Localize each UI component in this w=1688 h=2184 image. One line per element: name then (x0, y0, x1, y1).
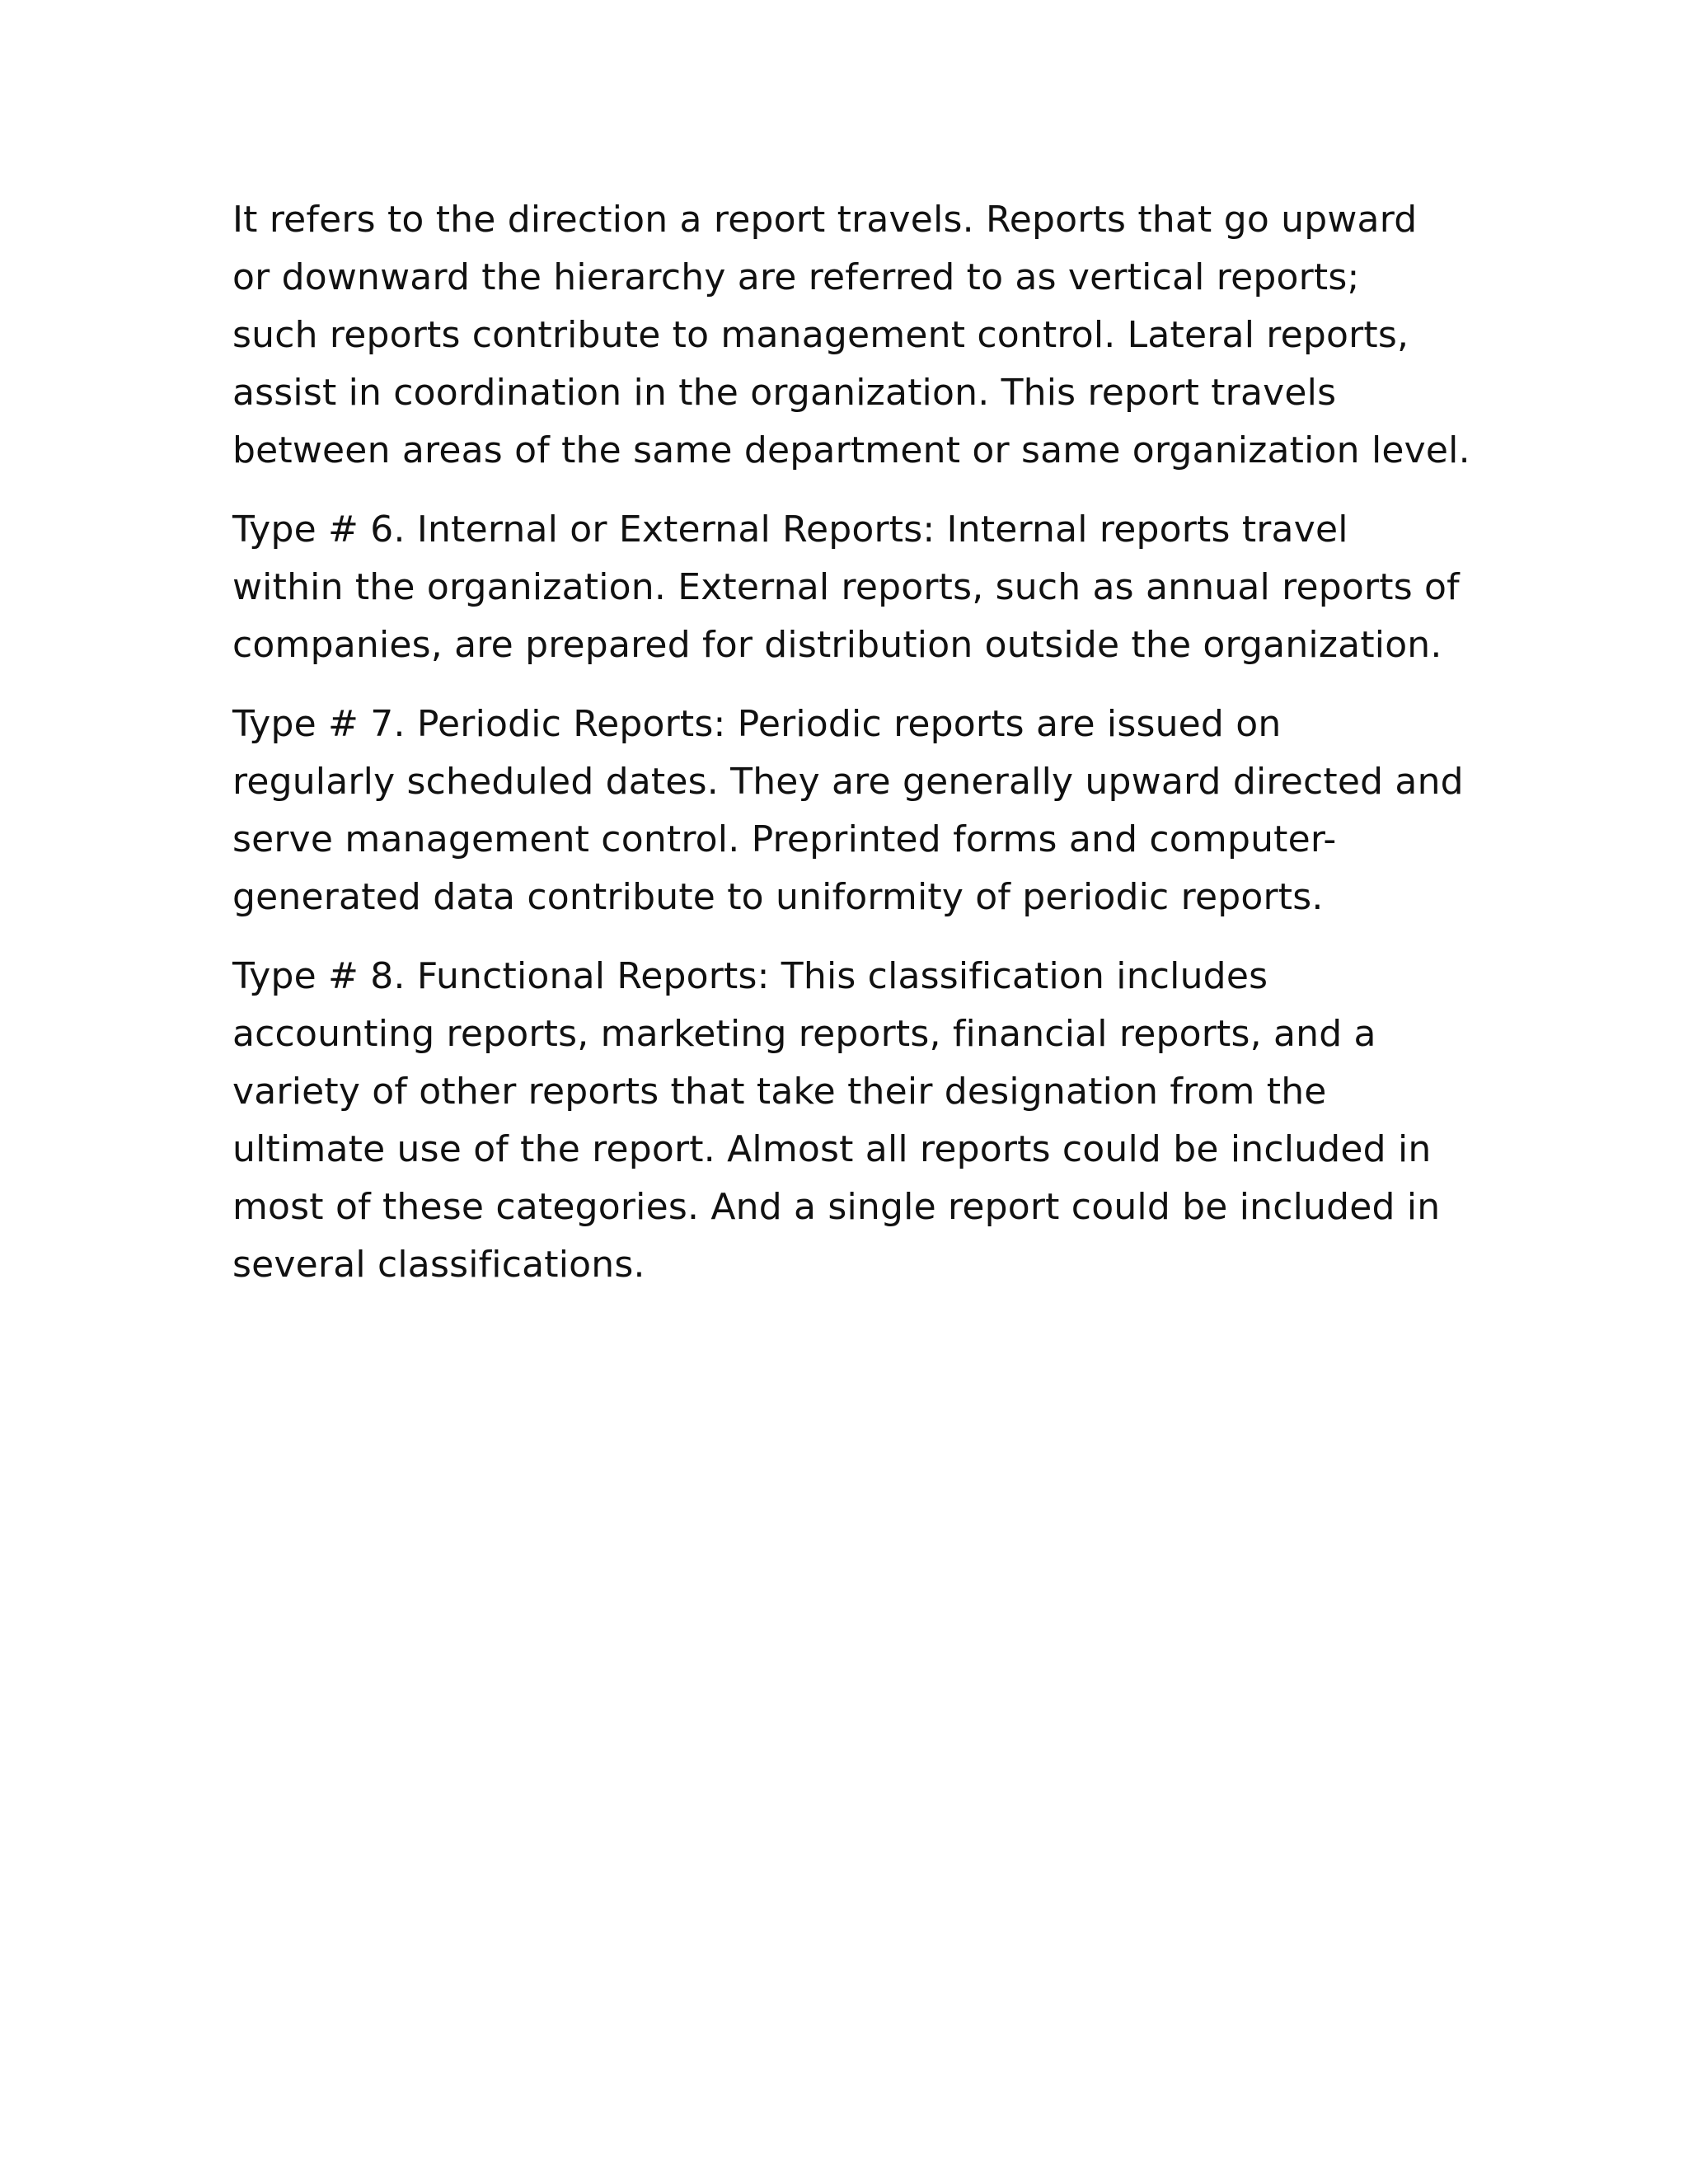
text-line: regularly scheduled dates. They are generally upward directed and (232, 761, 1464, 803)
text-line: It refers to the direction a report travels. Reports that go upward (232, 199, 1418, 241)
text-line: such reports contribute to management control. Lateral reports, (232, 314, 1409, 356)
text-line: Type # 7. Periodic Reports: Periodic reports are issued on (232, 703, 1282, 745)
document-body (232, 191, 1469, 1315)
text-line: or downward the hierarchy are referred to as vertical reports; (232, 256, 1360, 298)
text-line: variety of other reports that take their designation from the (232, 1071, 1327, 1113)
text-line: ultimate use of the report. Almost all reports could be included in (232, 1128, 1432, 1170)
text-line: assist in coordination in the organization. This report travels (232, 372, 1337, 414)
text-line: Type # 6. Internal or External Reports: Internal reports travel (232, 509, 1348, 551)
text-line: between areas of the same department or same organization level. (232, 429, 1470, 471)
text-line: Type # 8. Functional Reports: This classification includes (232, 955, 1268, 997)
paragraph-type-8 (232, 948, 1469, 1294)
text-line: companies, are prepared for distribution outside the organization. (232, 624, 1442, 666)
text-line: generated data contribute to uniformity of periodic reports. (232, 876, 1324, 918)
paragraph-report-direction (232, 191, 1469, 480)
text-line: accounting reports, marketing reports, financial reports, and a (232, 1013, 1376, 1055)
paragraph-type-6 (232, 501, 1469, 674)
text-line: within the organization. External reports, such as annual reports of (232, 566, 1460, 608)
paragraph-type-7 (232, 696, 1469, 926)
text-line: serve management control. Preprinted forms and computer- (232, 818, 1337, 860)
text-line: most of these categories. And a single report could be included in (232, 1186, 1441, 1228)
text-line: several classifications. (232, 1244, 645, 1286)
